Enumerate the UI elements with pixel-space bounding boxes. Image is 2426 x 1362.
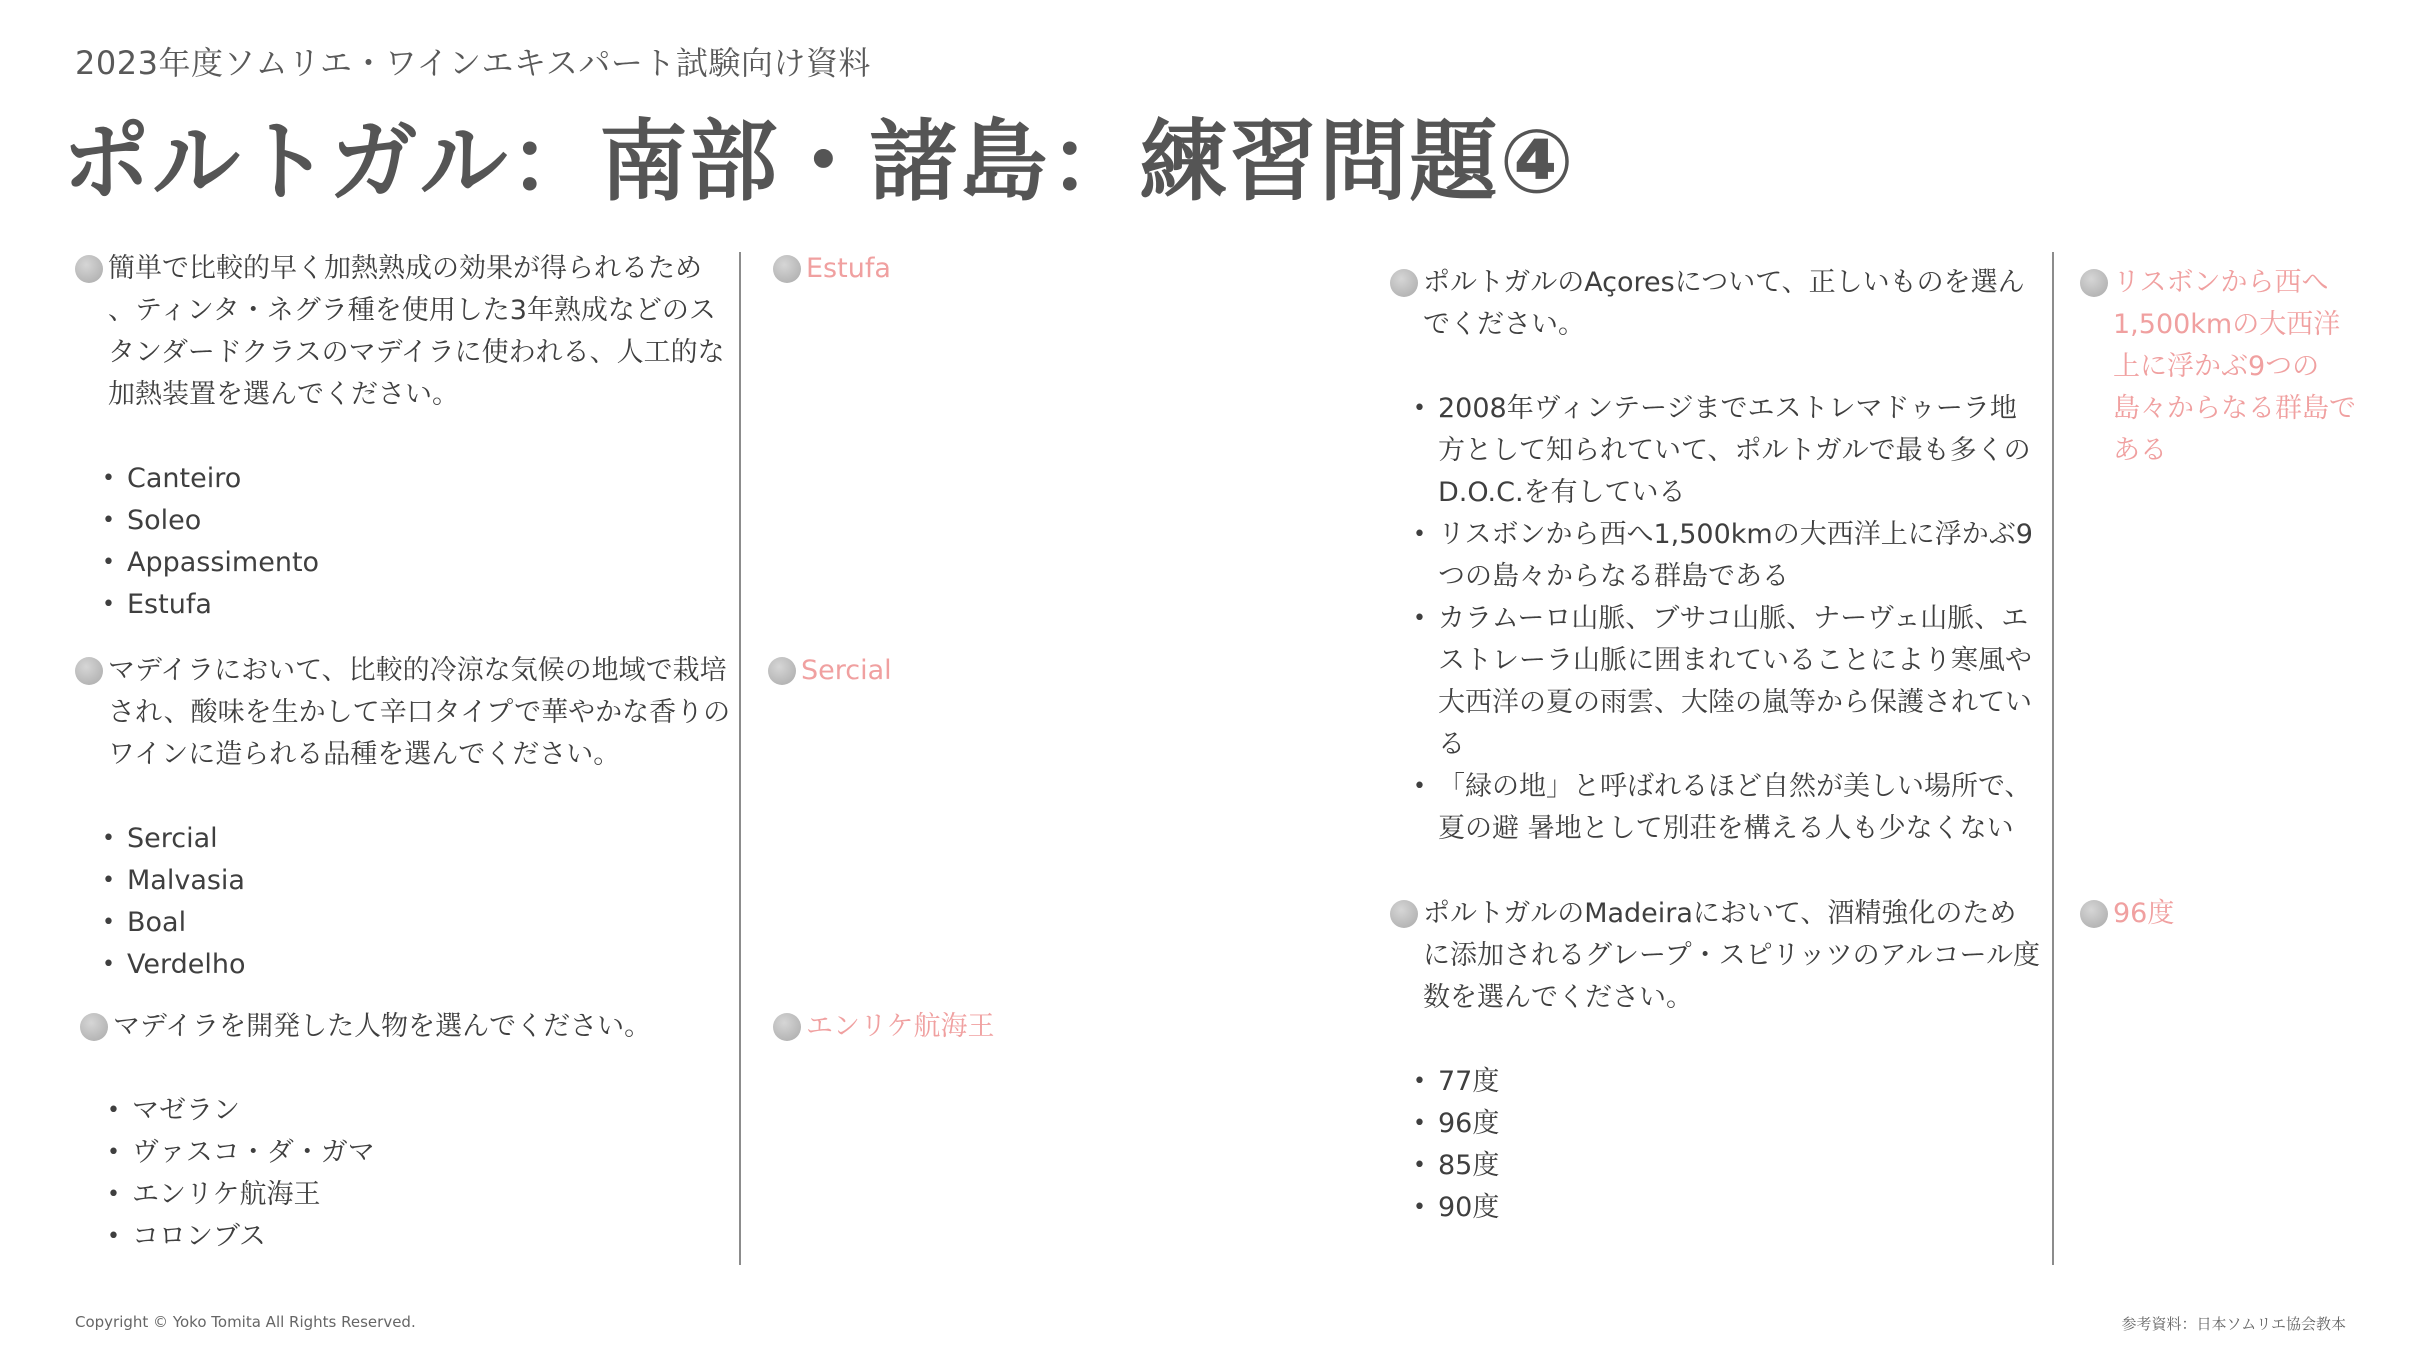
answer-text: リスボンから西へ1,500kmの大西洋上に浮かぶ9つの島々からなる群島である bbox=[2113, 267, 2356, 466]
question-2 bbox=[75, 650, 735, 986]
option-list bbox=[102, 458, 725, 626]
bullet-dot-icon bbox=[773, 1013, 801, 1041]
column-divider-right bbox=[2052, 252, 2054, 1265]
option-item: • リスボンから西へ1,500kmの大西洋上に浮かぶ9つの島々からなる群島である bbox=[1413, 514, 2040, 598]
option-item: • Boal bbox=[102, 902, 735, 944]
option-item: • 90度 bbox=[1413, 1187, 2040, 1229]
option-list bbox=[102, 818, 735, 986]
column-divider-left bbox=[739, 252, 741, 1265]
option-item: • 「緑の地」と呼ばれるほど自然が美しい場所で、夏の避 暑地として別荘を構える人も少なくない bbox=[1413, 766, 2040, 850]
question-text: マデイラにおいて、比較的冷涼な気候の地域で栽培され、酸味を生かして辛口タイプで華やかな香りのワインに造られる品種を選んでください。 bbox=[108, 655, 731, 770]
option-item: • Estufa bbox=[102, 584, 725, 626]
answer-5 bbox=[2080, 893, 2340, 935]
option-list bbox=[107, 1090, 730, 1258]
bullet-dot-icon bbox=[2080, 269, 2108, 297]
bullet-dot-icon bbox=[1390, 269, 1418, 297]
bullet-dot-icon bbox=[75, 255, 103, 283]
option-item: • 77度 bbox=[1413, 1061, 2040, 1103]
option-item: • Soleo bbox=[102, 500, 725, 542]
question-3 bbox=[80, 1006, 730, 1258]
bullet-dot-icon bbox=[2080, 900, 2108, 928]
answer-text: エンリケ航海王 bbox=[806, 1011, 995, 1042]
option-item: • Malvasia bbox=[102, 860, 735, 902]
reference-note: 参考資料：日本ソムリエ協会教本 bbox=[2121, 1315, 2346, 1333]
bullet-dot-icon bbox=[768, 657, 796, 685]
question-text: ポルトガルのMadeiraにおいて、酒精強化のために添加されるグレープ・スピリッツのアルコール度数を選んでください。 bbox=[1423, 898, 2040, 1013]
option-item: • ヴァスコ・ダ・ガマ bbox=[107, 1132, 730, 1174]
bullet-dot-icon bbox=[773, 255, 801, 283]
question-4 bbox=[1390, 262, 2040, 850]
option-item: • Appassimento bbox=[102, 542, 725, 584]
answer-text: 96度 bbox=[2113, 898, 2175, 929]
option-item: • コロンブス bbox=[107, 1216, 730, 1258]
option-item: • 96度 bbox=[1413, 1103, 2040, 1145]
question-1 bbox=[75, 248, 725, 626]
deck-subtitle: 2023年度ソムリエ・ワインエキスパート試験向け資料 bbox=[75, 44, 871, 82]
option-item: • エンリケ航海王 bbox=[107, 1174, 730, 1216]
question-5 bbox=[1390, 893, 2040, 1229]
copyright-notice: Copyright © Yoko Tomita All Rights Reserved. bbox=[75, 1313, 416, 1331]
option-item: • カラムーロ山脈、ブサコ山脈、ナーヴェ山脈、エストレーラ山脈に囲まれていることにより寒風や大西洋の夏の雨雲、大陸の嵐等から保護されている bbox=[1413, 598, 2040, 766]
answer-4 bbox=[2080, 262, 2365, 472]
answer-1 bbox=[773, 248, 1033, 290]
option-list bbox=[1413, 388, 2040, 850]
answer-text: Sercial bbox=[801, 655, 892, 686]
option-item: • Verdelho bbox=[102, 944, 735, 986]
bullet-dot-icon bbox=[80, 1013, 108, 1041]
answer-text: Estufa bbox=[806, 253, 891, 284]
page-title: ポルトガル：南部・諸島：練習問題④ bbox=[62, 110, 1576, 213]
answer-2 bbox=[768, 650, 1028, 692]
option-list bbox=[1413, 1061, 2040, 1229]
answer-3 bbox=[773, 1006, 1073, 1048]
option-item: • Canteiro bbox=[102, 458, 725, 500]
question-text: マデイラを開発した人物を選んでください。 bbox=[113, 1011, 652, 1042]
question-text: ポルトガルのAçoresについて、正しいものを選んでください。 bbox=[1423, 267, 2025, 340]
option-item: • 2008年ヴィンテージまでエストレマドゥーラ地方として知られていて、ポルトガルで最も多くのD.O.C.を有している bbox=[1413, 388, 2040, 514]
bullet-dot-icon bbox=[75, 657, 103, 685]
question-text: 簡単で比較的早く加熱熟成の効果が得られるため 、ティンタ・ネグラ種を使用した3年熟成などのスタンダードクラスのマデイラに使われる、人工的な加熱装置を選んでください。 bbox=[108, 253, 725, 410]
option-item: • マゼラン bbox=[107, 1090, 730, 1132]
option-item: • 85度 bbox=[1413, 1145, 2040, 1187]
bullet-dot-icon bbox=[1390, 900, 1418, 928]
option-item: • Sercial bbox=[102, 818, 735, 860]
